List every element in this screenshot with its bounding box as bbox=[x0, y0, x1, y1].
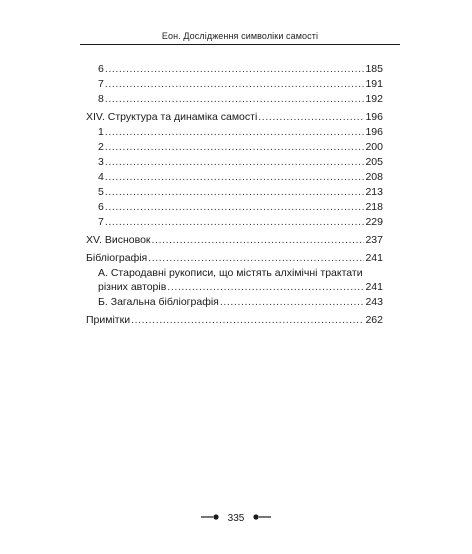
toc-entry-label: Б. Загальна бібліографія bbox=[98, 296, 219, 308]
dot-leader bbox=[105, 140, 364, 154]
toc-entry-page: 205 bbox=[365, 156, 383, 168]
toc-chapter-entry[interactable] bbox=[86, 233, 383, 247]
toc-entry-label: 6 bbox=[98, 63, 104, 75]
dot-leader bbox=[105, 62, 364, 76]
dot-leader bbox=[105, 185, 364, 199]
toc-entry-label: 8 bbox=[98, 93, 104, 105]
toc-entry-page: 241 bbox=[365, 281, 383, 293]
toc-entry-label: 7 bbox=[98, 216, 104, 228]
ornament-left-icon bbox=[201, 513, 219, 524]
toc-chapter-entry[interactable] bbox=[86, 110, 383, 124]
toc-entry-page: 192 bbox=[365, 93, 383, 105]
toc-entry-page: 200 bbox=[365, 141, 383, 153]
dot-leader bbox=[105, 125, 364, 139]
toc-entry-page: 243 bbox=[365, 296, 383, 308]
toc-entry-page: 191 bbox=[365, 78, 383, 90]
dot-leader bbox=[131, 313, 364, 327]
toc-entry-label: 1 bbox=[98, 126, 104, 138]
toc-entry-label-line[interactable]: А. Стародавні рукописи, що містять алхімічні трактати bbox=[98, 267, 363, 279]
toc-entry-label: Примітки bbox=[86, 314, 131, 326]
dot-leader bbox=[258, 110, 364, 124]
dot-leader bbox=[148, 251, 364, 265]
toc-entry-page: 208 bbox=[365, 171, 383, 183]
running-header: Еон. Дослідження символіки самості bbox=[161, 31, 319, 41]
toc-entry[interactable] bbox=[86, 200, 383, 214]
toc-entry-label: 4 bbox=[98, 171, 104, 183]
toc-entry-label: Бібліографія bbox=[86, 252, 148, 264]
toc-entry[interactable] bbox=[86, 280, 383, 294]
ornament-right-icon bbox=[253, 513, 271, 524]
toc-entry-label: XIV. Структура та динаміка самості bbox=[86, 111, 258, 123]
page-footer bbox=[0, 513, 472, 524]
toc-entry-page: 218 bbox=[365, 201, 383, 213]
dot-leader bbox=[152, 233, 364, 247]
toc-entry[interactable] bbox=[86, 295, 383, 309]
toc-entry-page: 241 bbox=[365, 252, 383, 264]
toc-entry-page: 237 bbox=[365, 234, 383, 246]
toc-entry[interactable] bbox=[86, 77, 383, 91]
dot-leader bbox=[105, 155, 364, 169]
dot-leader bbox=[220, 295, 364, 309]
toc-entry-page: 262 bbox=[365, 314, 383, 326]
toc-entry[interactable] bbox=[86, 155, 383, 169]
toc-entry-label: 3 bbox=[98, 156, 104, 168]
toc-entry[interactable] bbox=[86, 140, 383, 154]
toc-entry-label: 2 bbox=[98, 141, 104, 153]
header-rule bbox=[80, 44, 400, 45]
toc-entry-label: 7 bbox=[98, 78, 104, 90]
toc-entry[interactable] bbox=[86, 215, 383, 229]
toc-entry-page: 213 bbox=[365, 186, 383, 198]
toc-entry-label: 5 bbox=[98, 186, 104, 198]
dot-leader bbox=[105, 92, 364, 106]
dot-leader bbox=[105, 77, 364, 91]
dot-leader bbox=[105, 170, 364, 184]
toc-entry-page: 229 bbox=[365, 216, 383, 228]
toc-entry[interactable] bbox=[86, 185, 383, 199]
toc-entry[interactable] bbox=[86, 62, 383, 76]
page-number: 335 bbox=[227, 513, 245, 525]
dot-leader bbox=[105, 215, 364, 229]
toc-entry[interactable] bbox=[86, 170, 383, 184]
toc-entry-page: 185 bbox=[365, 63, 383, 75]
dot-leader bbox=[167, 280, 364, 294]
toc-entry-page: 196 bbox=[365, 126, 383, 138]
toc-chapter-entry[interactable] bbox=[86, 313, 383, 327]
dot-leader bbox=[105, 200, 364, 214]
toc-entry[interactable] bbox=[86, 92, 383, 106]
toc-entry-label: XV. Висновок bbox=[86, 234, 151, 246]
toc-entry[interactable] bbox=[86, 125, 383, 139]
toc-entry-label: 6 bbox=[98, 201, 104, 213]
toc-entry-label: різних авторів bbox=[98, 281, 167, 293]
toc-entry-page: 196 bbox=[365, 111, 383, 123]
toc-chapter-entry[interactable] bbox=[86, 251, 383, 265]
